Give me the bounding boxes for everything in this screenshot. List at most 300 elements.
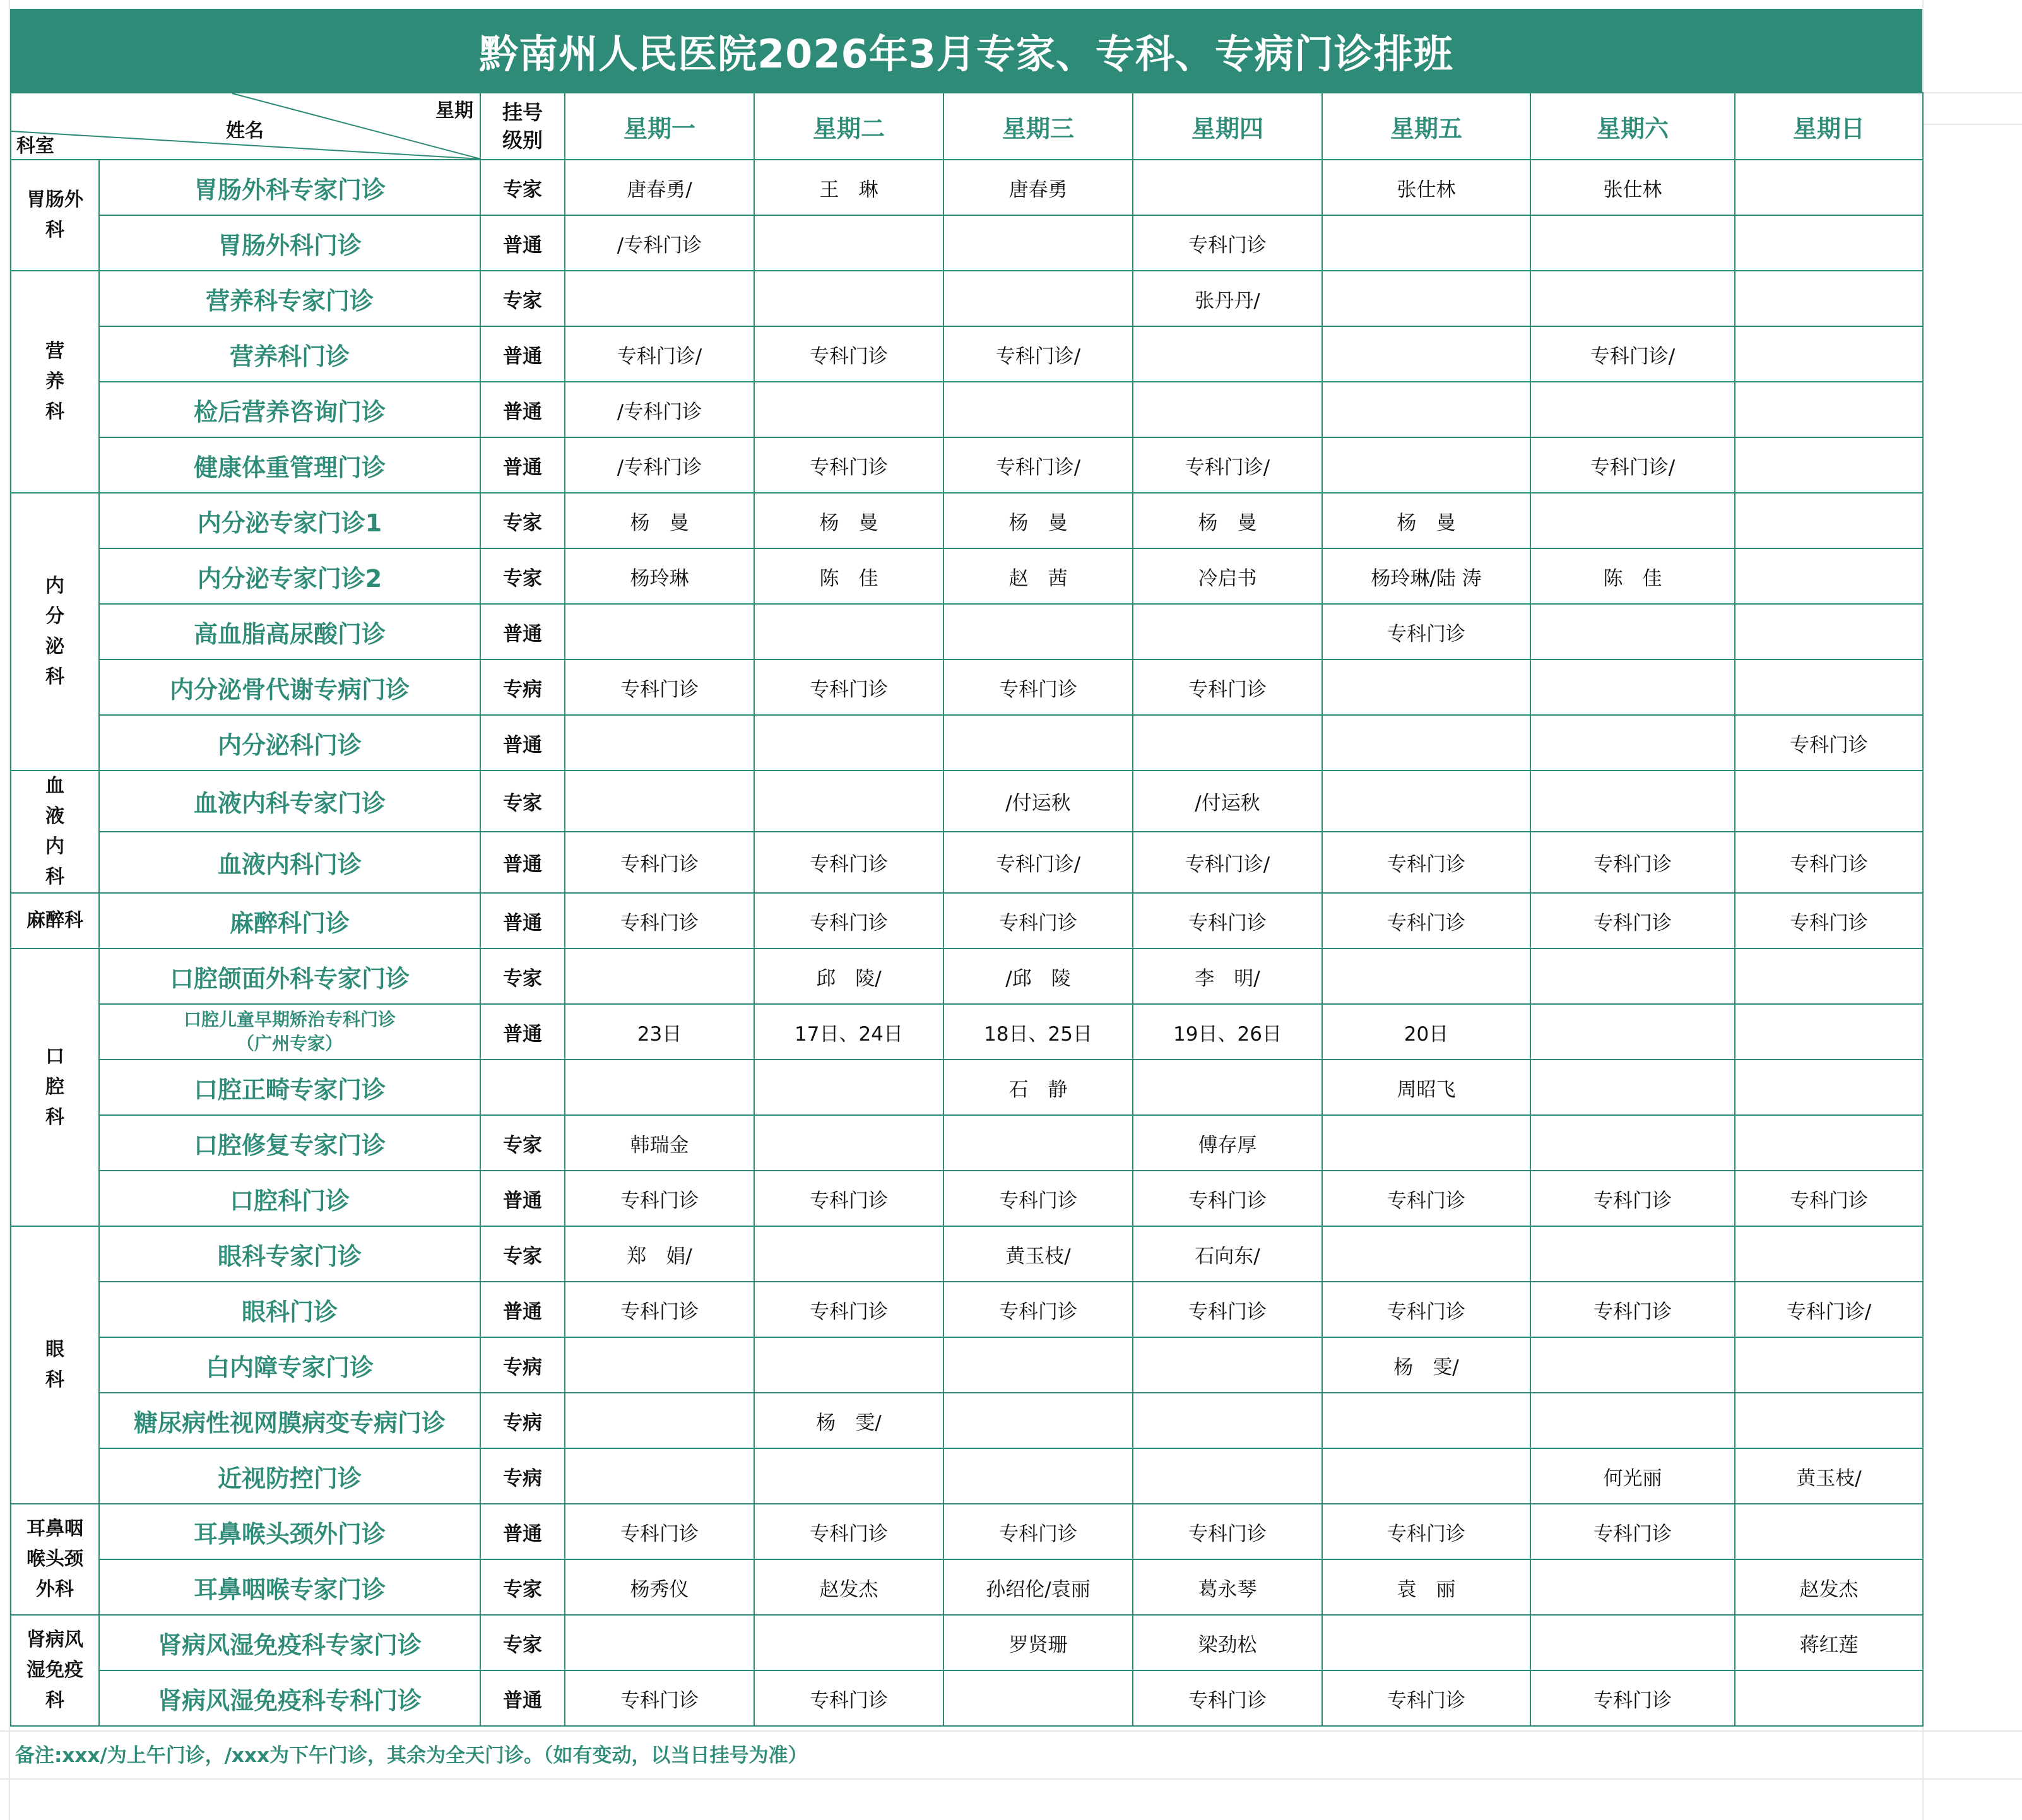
table-row: [11, 604, 1923, 659]
schedule-cell: 专科门诊: [565, 1504, 754, 1559]
schedule-cell: [1322, 271, 1530, 326]
schedule-cell: 专科门诊: [1133, 893, 1322, 948]
clinic-name-cell: 口腔颌面外科专家门诊: [99, 948, 480, 1004]
schedule-cell: 专科门诊: [754, 893, 943, 948]
clinic-name-cell: 营养科专家门诊: [99, 271, 480, 326]
schedule-cell: [1322, 215, 1530, 271]
page-title: 黔南州人民医院2026年3月专家、专科、专病门诊排班: [10, 9, 1922, 92]
schedule-cell: 专科门诊/: [1133, 832, 1322, 893]
sheet-gridline: [1922, 124, 2022, 125]
header-row: [11, 93, 1923, 160]
schedule-cell: 冷启书: [1133, 548, 1322, 604]
schedule-cell: 孙绍伦/袁丽: [943, 1559, 1133, 1615]
schedule-cell: [754, 1615, 943, 1670]
registration-level-cell: 普通: [480, 326, 565, 382]
schedule-cell: [1735, 493, 1923, 548]
schedule-cell: 杨 曼: [1133, 493, 1322, 548]
schedule-cell: [1530, 771, 1735, 832]
schedule-cell: 专科门诊: [754, 1171, 943, 1226]
schedule-cell: 杨 雯/: [754, 1393, 943, 1448]
schedule-cell: 杨玲琳/陆 涛: [1322, 548, 1530, 604]
clinic-name-cell: 耳鼻咽喉专家门诊: [99, 1559, 480, 1615]
schedule-cell: 袁 丽: [1322, 1559, 1530, 1615]
clinic-name-cell: 高血脂高尿酸门诊: [99, 604, 480, 659]
schedule-cell: 专科门诊: [1133, 1282, 1322, 1337]
clinic-name-cell: 口腔修复专家门诊: [99, 1115, 480, 1171]
schedule-cell: [1530, 1115, 1735, 1171]
schedule-cell: 张丹丹/: [1133, 271, 1322, 326]
schedule-cell: 专科门诊/: [1530, 437, 1735, 493]
schedule-cell: 17日、24日: [754, 1004, 943, 1060]
level-header: 挂号 级别: [480, 93, 565, 160]
clinic-name-cell: 内分泌科门诊: [99, 715, 480, 771]
schedule-cell: [754, 1448, 943, 1504]
day-header: 星期五: [1322, 93, 1530, 160]
schedule-cell: [943, 1115, 1133, 1171]
schedule-cell: 专科门诊: [1322, 1282, 1530, 1337]
schedule-cell: 杨 雯/: [1322, 1337, 1530, 1393]
schedule-cell: [1133, 1337, 1322, 1393]
schedule-cell: 专科门诊: [565, 893, 754, 948]
registration-level-cell: 普通: [480, 382, 565, 437]
table-row: [11, 160, 1923, 215]
schedule-cell: [1735, 215, 1923, 271]
schedule-cell: [1322, 382, 1530, 437]
clinic-name-cell: 血液内科门诊: [99, 832, 480, 893]
schedule-cell: /付运秋: [1133, 771, 1322, 832]
schedule-cell: 专科门诊: [943, 659, 1133, 715]
clinic-name-cell: 内分泌专家门诊1: [99, 493, 480, 548]
registration-level-cell: 专病: [480, 659, 565, 715]
schedule-cell: [1735, 1337, 1923, 1393]
schedule-cell: 专科门诊: [943, 1504, 1133, 1559]
schedule-cell: 专科门诊: [1133, 1670, 1322, 1726]
clinic-name-cell: 耳鼻喉头颈外门诊: [99, 1504, 480, 1559]
schedule-cell: [1530, 659, 1735, 715]
table-row: [11, 1559, 1923, 1615]
schedule-cell: [1735, 548, 1923, 604]
clinic-name-cell: 眼科门诊: [99, 1282, 480, 1337]
schedule-cell: 专科门诊: [754, 1504, 943, 1559]
schedule-cell: [943, 715, 1133, 771]
corner-dept-label: 科室: [16, 135, 54, 157]
schedule-cell: 陈 佳: [754, 548, 943, 604]
day-header: 星期一: [565, 93, 754, 160]
schedule-cell: 专科门诊: [565, 1282, 754, 1337]
department-cell: 营 养 科: [11, 271, 99, 493]
registration-level-cell: [480, 1060, 565, 1115]
sheet-gridline: [0, 1778, 2022, 1780]
table-row: [11, 771, 1923, 832]
registration-level-cell: 专家: [480, 771, 565, 832]
schedule-cell: [1530, 271, 1735, 326]
schedule-cell: [1322, 1393, 1530, 1448]
schedule-cell: [565, 715, 754, 771]
day-header: 星期四: [1133, 93, 1322, 160]
schedule-cell: [1530, 1226, 1735, 1282]
schedule-cell: 杨 曼: [754, 493, 943, 548]
registration-level-cell: 普通: [480, 1171, 565, 1226]
clinic-name-cell: 麻醉科门诊: [99, 893, 480, 948]
schedule-cell: 专科门诊: [943, 893, 1133, 948]
schedule-cell: [1322, 326, 1530, 382]
schedule-cell: [1530, 215, 1735, 271]
schedule-cell: 专科门诊/: [943, 326, 1133, 382]
schedule-cell: 专科门诊: [1735, 832, 1923, 893]
schedule-cell: [1133, 604, 1322, 659]
schedule-cell: [1322, 1115, 1530, 1171]
schedule-body: [11, 160, 1923, 1726]
department-cell: 麻醉科: [11, 893, 99, 948]
schedule-cell: [1735, 1393, 1923, 1448]
schedule-cell: /专科门诊: [565, 437, 754, 493]
schedule-cell: [1735, 1060, 1923, 1115]
schedule-table: [10, 92, 1924, 1727]
table-row: [11, 382, 1923, 437]
registration-level-cell: 专家: [480, 160, 565, 215]
schedule-cell: [565, 948, 754, 1004]
table-row: [11, 548, 1923, 604]
schedule-cell: /专科门诊: [565, 382, 754, 437]
schedule-cell: 石 静: [943, 1060, 1133, 1115]
schedule-cell: 专科门诊: [1133, 1504, 1322, 1559]
schedule-cell: 专科门诊/: [1133, 437, 1322, 493]
schedule-cell: 梁劲松: [1133, 1615, 1322, 1670]
clinic-name-cell: 检后营养咨询门诊: [99, 382, 480, 437]
registration-level-cell: 专病: [480, 1448, 565, 1504]
schedule-cell: [754, 771, 943, 832]
schedule-cell: [1735, 771, 1923, 832]
table-row: [11, 715, 1923, 771]
clinic-name-cell: 口腔儿童早期矫治专科门诊 （广州专家）: [99, 1004, 480, 1060]
schedule-cell: [754, 1337, 943, 1393]
schedule-cell: [1735, 160, 1923, 215]
clinic-name-cell: 营养科门诊: [99, 326, 480, 382]
registration-level-cell: 普通: [480, 1004, 565, 1060]
schedule-cell: [754, 1226, 943, 1282]
schedule-cell: 罗贤珊: [943, 1615, 1133, 1670]
schedule-cell: 赵发杰: [754, 1559, 943, 1615]
schedule-cell: 18日、25日: [943, 1004, 1133, 1060]
clinic-name-cell: 肾病风湿免疫科专家门诊: [99, 1615, 480, 1670]
schedule-cell: [1322, 715, 1530, 771]
schedule-cell: 韩瑞金: [565, 1115, 754, 1171]
schedule-cell: 赵 茜: [943, 548, 1133, 604]
day-header: 星期二: [754, 93, 943, 160]
schedule-cell: /邱 陵: [943, 948, 1133, 1004]
registration-level-cell: 专家: [480, 1226, 565, 1282]
schedule-cell: [1530, 1004, 1735, 1060]
schedule-cell: [1735, 1115, 1923, 1171]
table-row: [11, 1004, 1923, 1060]
schedule-cell: 专科门诊: [1133, 215, 1322, 271]
table-row: [11, 948, 1923, 1004]
sheet-gridline: [1922, 92, 2022, 93]
registration-level-cell: 专家: [480, 1115, 565, 1171]
schedule-cell: [1530, 1393, 1735, 1448]
schedule-cell: [1735, 604, 1923, 659]
registration-level-cell: 专家: [480, 493, 565, 548]
registration-level-cell: 专家: [480, 1615, 565, 1670]
schedule-cell: 李 明/: [1133, 948, 1322, 1004]
schedule-cell: 唐春勇/: [565, 160, 754, 215]
schedule-cell: 专科门诊: [1530, 1171, 1735, 1226]
registration-level-cell: 普通: [480, 1504, 565, 1559]
schedule-cell: 专科门诊: [1322, 893, 1530, 948]
schedule-cell: [1530, 948, 1735, 1004]
schedule-cell: [943, 604, 1133, 659]
schedule-cell: 专科门诊: [754, 437, 943, 493]
schedule-cell: 郑 娟/: [565, 1226, 754, 1282]
table-row: [11, 1448, 1923, 1504]
schedule-cell: [943, 215, 1133, 271]
schedule-cell: [1530, 715, 1735, 771]
clinic-name-cell: 血液内科专家门诊: [99, 771, 480, 832]
schedule-cell: 专科门诊: [1530, 893, 1735, 948]
table-row: [11, 1670, 1923, 1726]
schedule-cell: [1530, 1559, 1735, 1615]
schedule-cell: 黄玉枝/: [1735, 1448, 1923, 1504]
department-cell: 口 腔 科: [11, 948, 99, 1226]
footnote: 备注:xxx/为上午门诊，/xxx为下午门诊，其余为全天门诊。（如有变动，以当日挂号为准）: [15, 1744, 808, 1767]
clinic-name-cell: 肾病风湿免疫科专科门诊: [99, 1670, 480, 1726]
schedule-cell: 专科门诊: [1530, 1670, 1735, 1726]
registration-level-cell: 普通: [480, 715, 565, 771]
table-row: [11, 1282, 1923, 1337]
schedule-cell: 杨 曼: [943, 493, 1133, 548]
clinic-name-cell: 胃肠外科门诊: [99, 215, 480, 271]
schedule-cell: [565, 1448, 754, 1504]
clinic-name-cell: 眼科专家门诊: [99, 1226, 480, 1282]
schedule-cell: [565, 771, 754, 832]
table-row: [11, 1060, 1923, 1115]
schedule-cell: 专科门诊: [754, 659, 943, 715]
schedule-cell: /专科门诊: [565, 215, 754, 271]
schedule-cell: 葛永琴: [1133, 1559, 1322, 1615]
schedule-cell: 专科门诊: [1735, 893, 1923, 948]
schedule-cell: 专科门诊: [1133, 659, 1322, 715]
schedule-cell: [1133, 382, 1322, 437]
registration-level-cell: 专病: [480, 1393, 565, 1448]
registration-level-cell: 专家: [480, 271, 565, 326]
table-row: [11, 1226, 1923, 1282]
schedule-cell: [1735, 271, 1923, 326]
clinic-name-cell: 健康体重管理门诊: [99, 437, 480, 493]
schedule-cell: [1322, 948, 1530, 1004]
schedule-cell: 赵发杰: [1735, 1559, 1923, 1615]
department-cell: 肾病风 湿免疫 科: [11, 1615, 99, 1726]
schedule-cell: [1530, 382, 1735, 437]
schedule-cell: [754, 715, 943, 771]
table-row: [11, 659, 1923, 715]
schedule-cell: 陈 佳: [1530, 548, 1735, 604]
schedule-cell: [943, 382, 1133, 437]
schedule-cell: 专科门诊: [565, 832, 754, 893]
department-cell: 胃肠外 科: [11, 160, 99, 271]
clinic-name-cell: 糖尿病性视网膜病变专病门诊: [99, 1393, 480, 1448]
schedule-cell: 专科门诊: [1322, 1504, 1530, 1559]
schedule-cell: [1322, 1226, 1530, 1282]
table-row: [11, 1504, 1923, 1559]
schedule-cell: [1322, 437, 1530, 493]
schedule-cell: 专科门诊: [1322, 1171, 1530, 1226]
schedule-cell: 19日、26日: [1133, 1004, 1322, 1060]
registration-level-cell: 专病: [480, 1337, 565, 1393]
schedule-cell: 专科门诊: [1735, 715, 1923, 771]
schedule-cell: [1133, 715, 1322, 771]
registration-level-cell: 普通: [480, 1670, 565, 1726]
schedule-cell: 杨秀仪: [565, 1559, 754, 1615]
schedule-cell: [1530, 493, 1735, 548]
registration-level-cell: 普通: [480, 215, 565, 271]
schedule-cell: [1735, 1226, 1923, 1282]
schedule-cell: [565, 1393, 754, 1448]
schedule-cell: 蒋红莲: [1735, 1615, 1923, 1670]
schedule-cell: 专科门诊: [1530, 1504, 1735, 1559]
schedule-cell: 专科门诊: [754, 1670, 943, 1726]
registration-level-cell: 专家: [480, 1559, 565, 1615]
schedule-cell: 专科门诊/: [943, 437, 1133, 493]
schedule-cell: 杨玲琳: [565, 548, 754, 604]
schedule-cell: 杨 曼: [1322, 493, 1530, 548]
schedule-cell: [943, 271, 1133, 326]
schedule-cell: [754, 215, 943, 271]
schedule-cell: [565, 1060, 754, 1115]
schedule-cell: 张仕林: [1530, 160, 1735, 215]
schedule-cell: 杨 曼: [565, 493, 754, 548]
department-cell: 耳鼻咽 喉头颈 外科: [11, 1504, 99, 1615]
registration-level-cell: 普通: [480, 832, 565, 893]
registration-level-cell: 普通: [480, 437, 565, 493]
table-row: [11, 437, 1923, 493]
schedule-cell: 专科门诊: [943, 1282, 1133, 1337]
schedule-cell: 黄玉枝/: [943, 1226, 1133, 1282]
schedule-cell: 专科门诊: [754, 832, 943, 893]
clinic-name-cell: 近视防控门诊: [99, 1448, 480, 1504]
schedule-cell: 专科门诊/: [943, 832, 1133, 893]
schedule-cell: 专科门诊: [1133, 1171, 1322, 1226]
registration-level-cell: 专家: [480, 948, 565, 1004]
schedule-cell: [1735, 948, 1923, 1004]
table-row: [11, 1615, 1923, 1670]
schedule-cell: 何光丽: [1530, 1448, 1735, 1504]
schedule-sheet: [10, 9, 1922, 1768]
department-cell: 血 液 内 科: [11, 771, 99, 893]
schedule-cell: 专科门诊: [1322, 832, 1530, 893]
schedule-cell: [1735, 659, 1923, 715]
schedule-cell: [1322, 1615, 1530, 1670]
schedule-cell: [1735, 326, 1923, 382]
schedule-cell: 专科门诊: [565, 1670, 754, 1726]
schedule-cell: 专科门诊: [1322, 604, 1530, 659]
clinic-name-cell: 内分泌专家门诊2: [99, 548, 480, 604]
schedule-cell: [1133, 1448, 1322, 1504]
corner-name-label: 姓名: [226, 120, 264, 142]
table-row: [11, 1393, 1923, 1448]
schedule-cell: /付运秋: [943, 771, 1133, 832]
table-row: [11, 271, 1923, 326]
schedule-cell: [1133, 1060, 1322, 1115]
schedule-cell: 专科门诊/: [1530, 326, 1735, 382]
schedule-cell: [754, 1115, 943, 1171]
clinic-name-cell: 内分泌骨代谢专病门诊: [99, 659, 480, 715]
schedule-cell: [565, 1615, 754, 1670]
schedule-cell: 专科门诊: [943, 1171, 1133, 1226]
schedule-cell: [565, 271, 754, 326]
day-header: 星期日: [1735, 93, 1923, 160]
schedule-cell: [943, 1448, 1133, 1504]
schedule-cell: 专科门诊: [1530, 832, 1735, 893]
schedule-cell: 专科门诊: [1735, 1171, 1923, 1226]
schedule-cell: [1530, 604, 1735, 659]
schedule-cell: 20日: [1322, 1004, 1530, 1060]
schedule-cell: [565, 1337, 754, 1393]
schedule-cell: [1133, 326, 1322, 382]
schedule-cell: 专科门诊: [754, 326, 943, 382]
schedule-cell: [1530, 1615, 1735, 1670]
schedule-cell: [754, 604, 943, 659]
schedule-cell: [1735, 1004, 1923, 1060]
clinic-name-cell: 口腔正畸专家门诊: [99, 1060, 480, 1115]
schedule-cell: [1530, 1060, 1735, 1115]
schedule-cell: 23日: [565, 1004, 754, 1060]
schedule-cell: [1133, 160, 1322, 215]
schedule-cell: [1530, 1337, 1735, 1393]
schedule-cell: 石向东/: [1133, 1226, 1322, 1282]
schedule-cell: [1735, 1504, 1923, 1559]
table-row: [11, 1115, 1923, 1171]
schedule-cell: [1322, 659, 1530, 715]
table-row: [11, 326, 1923, 382]
department-cell: 眼 科: [11, 1226, 99, 1504]
table-row: [11, 1171, 1923, 1226]
schedule-cell: [1322, 771, 1530, 832]
registration-level-cell: 专家: [480, 548, 565, 604]
schedule-cell: 周昭飞: [1322, 1060, 1530, 1115]
schedule-cell: [754, 1060, 943, 1115]
schedule-cell: [1133, 1393, 1322, 1448]
table-row: [11, 1337, 1923, 1393]
department-cell: 内 分 泌 科: [11, 493, 99, 771]
schedule-cell: [565, 604, 754, 659]
table-row: [11, 832, 1923, 893]
corner-weekday-label: 星期: [435, 100, 473, 122]
schedule-cell: 张仕林: [1322, 160, 1530, 215]
schedule-cell: 专科门诊: [754, 1282, 943, 1337]
schedule-cell: 专科门诊: [565, 1171, 754, 1226]
registration-level-cell: 普通: [480, 604, 565, 659]
schedule-cell: [1322, 1448, 1530, 1504]
table-row: [11, 215, 1923, 271]
schedule-cell: [1735, 437, 1923, 493]
schedule-cell: [754, 382, 943, 437]
schedule-cell: [943, 1670, 1133, 1726]
day-header: 星期三: [943, 93, 1133, 160]
schedule-cell: 傅存厚: [1133, 1115, 1322, 1171]
schedule-cell: 王 琳: [754, 160, 943, 215]
table-row: [11, 893, 1923, 948]
schedule-cell: [943, 1393, 1133, 1448]
schedule-cell: [1735, 1670, 1923, 1726]
clinic-name-cell: 胃肠外科专家门诊: [99, 160, 480, 215]
schedule-cell: 专科门诊/: [565, 326, 754, 382]
schedule-cell: 专科门诊: [565, 659, 754, 715]
schedule-cell: 唐春勇: [943, 160, 1133, 215]
schedule-cell: [1735, 382, 1923, 437]
schedule-cell: 邱 陵/: [754, 948, 943, 1004]
schedule-cell: 专科门诊: [1322, 1670, 1530, 1726]
schedule-cell: [943, 1337, 1133, 1393]
